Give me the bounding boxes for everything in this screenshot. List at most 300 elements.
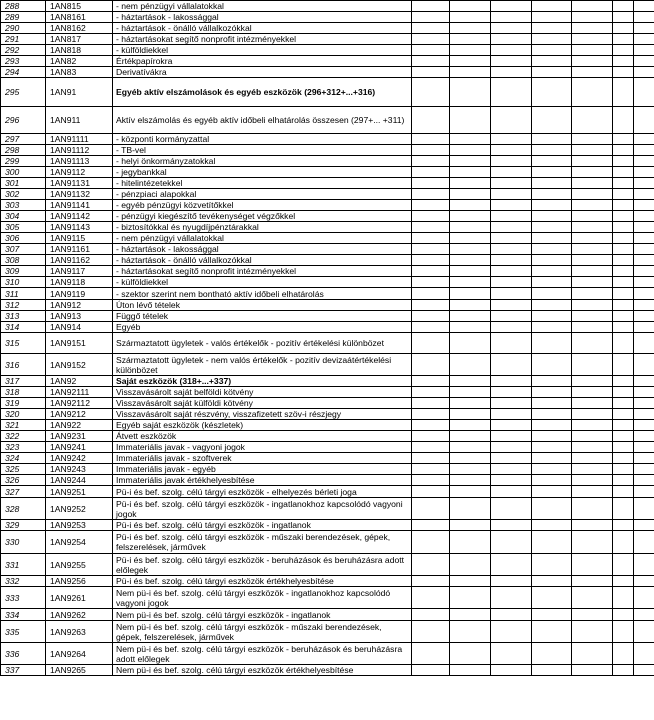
value-cell[interactable] bbox=[412, 398, 450, 409]
value-cell[interactable] bbox=[491, 554, 532, 576]
value-cell[interactable] bbox=[532, 200, 572, 211]
value-cell[interactable] bbox=[572, 643, 613, 665]
value-cell[interactable] bbox=[572, 200, 613, 211]
value-cell[interactable] bbox=[532, 189, 572, 200]
value-cell[interactable] bbox=[450, 420, 491, 431]
value-cell[interactable] bbox=[532, 621, 572, 643]
value-cell[interactable] bbox=[491, 376, 532, 387]
value-cell[interactable] bbox=[450, 288, 491, 300]
value-cell[interactable] bbox=[491, 244, 532, 255]
value-cell[interactable] bbox=[412, 475, 450, 486]
value-cell[interactable] bbox=[450, 442, 491, 453]
value-cell[interactable] bbox=[634, 211, 654, 222]
value-cell[interactable] bbox=[491, 398, 532, 409]
value-cell[interactable] bbox=[613, 322, 634, 333]
value-cell[interactable] bbox=[572, 222, 613, 233]
value-cell[interactable] bbox=[491, 167, 532, 178]
value-cell[interactable] bbox=[613, 311, 634, 322]
value-cell[interactable] bbox=[532, 587, 572, 609]
value-cell[interactable] bbox=[412, 56, 450, 67]
value-cell[interactable] bbox=[634, 409, 654, 420]
value-cell[interactable] bbox=[491, 266, 532, 277]
value-cell[interactable] bbox=[491, 211, 532, 222]
value-cell[interactable] bbox=[634, 587, 654, 609]
value-cell[interactable] bbox=[532, 464, 572, 475]
value-cell[interactable] bbox=[532, 244, 572, 255]
value-cell[interactable] bbox=[491, 12, 532, 23]
value-cell[interactable] bbox=[491, 420, 532, 431]
value-cell[interactable] bbox=[572, 475, 613, 486]
value-cell[interactable] bbox=[412, 107, 450, 134]
value-cell[interactable] bbox=[532, 67, 572, 78]
value-cell[interactable] bbox=[491, 178, 532, 189]
value-cell[interactable] bbox=[532, 222, 572, 233]
value-cell[interactable] bbox=[450, 431, 491, 442]
value-cell[interactable] bbox=[613, 288, 634, 300]
value-cell[interactable] bbox=[412, 178, 450, 189]
value-cell[interactable] bbox=[532, 398, 572, 409]
value-cell[interactable] bbox=[450, 398, 491, 409]
value-cell[interactable] bbox=[634, 56, 654, 67]
value-cell[interactable] bbox=[491, 498, 532, 520]
value-cell[interactable] bbox=[634, 376, 654, 387]
value-cell[interactable] bbox=[532, 420, 572, 431]
value-cell[interactable] bbox=[613, 409, 634, 420]
value-cell[interactable] bbox=[412, 311, 450, 322]
value-cell[interactable] bbox=[572, 45, 613, 56]
value-cell[interactable] bbox=[491, 300, 532, 311]
value-cell[interactable] bbox=[634, 200, 654, 211]
value-cell[interactable] bbox=[532, 1, 572, 12]
value-cell[interactable] bbox=[491, 277, 532, 288]
value-cell[interactable] bbox=[572, 464, 613, 475]
value-cell[interactable] bbox=[572, 134, 613, 145]
value-cell[interactable] bbox=[412, 387, 450, 398]
value-cell[interactable] bbox=[613, 464, 634, 475]
value-cell[interactable] bbox=[532, 23, 572, 34]
value-cell[interactable] bbox=[532, 266, 572, 277]
value-cell[interactable] bbox=[412, 453, 450, 464]
value-cell[interactable] bbox=[532, 78, 572, 107]
value-cell[interactable] bbox=[634, 34, 654, 45]
value-cell[interactable] bbox=[634, 178, 654, 189]
value-cell[interactable] bbox=[532, 387, 572, 398]
value-cell[interactable] bbox=[634, 398, 654, 409]
value-cell[interactable] bbox=[634, 300, 654, 311]
value-cell[interactable] bbox=[572, 244, 613, 255]
value-cell[interactable] bbox=[613, 178, 634, 189]
value-cell[interactable] bbox=[450, 12, 491, 23]
value-cell[interactable] bbox=[613, 643, 634, 665]
value-cell[interactable] bbox=[491, 442, 532, 453]
value-cell[interactable] bbox=[634, 486, 654, 498]
value-cell[interactable] bbox=[412, 621, 450, 643]
value-cell[interactable] bbox=[634, 333, 654, 354]
value-cell[interactable] bbox=[532, 178, 572, 189]
value-cell[interactable] bbox=[450, 376, 491, 387]
value-cell[interactable] bbox=[572, 189, 613, 200]
value-cell[interactable] bbox=[412, 189, 450, 200]
value-cell[interactable] bbox=[613, 442, 634, 453]
value-cell[interactable] bbox=[634, 453, 654, 464]
value-cell[interactable] bbox=[532, 255, 572, 266]
value-cell[interactable] bbox=[572, 609, 613, 621]
value-cell[interactable] bbox=[532, 288, 572, 300]
value-cell[interactable] bbox=[491, 145, 532, 156]
value-cell[interactable] bbox=[634, 464, 654, 475]
value-cell[interactable] bbox=[572, 453, 613, 464]
value-cell[interactable] bbox=[532, 520, 572, 531]
value-cell[interactable] bbox=[613, 78, 634, 107]
value-cell[interactable] bbox=[450, 23, 491, 34]
value-cell[interactable] bbox=[412, 643, 450, 665]
value-cell[interactable] bbox=[532, 12, 572, 23]
value-cell[interactable] bbox=[532, 376, 572, 387]
value-cell[interactable] bbox=[491, 486, 532, 498]
value-cell[interactable] bbox=[572, 266, 613, 277]
value-cell[interactable] bbox=[613, 67, 634, 78]
value-cell[interactable] bbox=[450, 134, 491, 145]
value-cell[interactable] bbox=[450, 486, 491, 498]
value-cell[interactable] bbox=[491, 189, 532, 200]
value-cell[interactable] bbox=[491, 1, 532, 12]
value-cell[interactable] bbox=[634, 322, 654, 333]
value-cell[interactable] bbox=[613, 300, 634, 311]
value-cell[interactable] bbox=[572, 354, 613, 376]
value-cell[interactable] bbox=[613, 12, 634, 23]
value-cell[interactable] bbox=[450, 255, 491, 266]
value-cell[interactable] bbox=[634, 233, 654, 244]
value-cell[interactable] bbox=[613, 189, 634, 200]
value-cell[interactable] bbox=[412, 464, 450, 475]
value-cell[interactable] bbox=[491, 200, 532, 211]
value-cell[interactable] bbox=[572, 67, 613, 78]
value-cell[interactable] bbox=[634, 442, 654, 453]
value-cell[interactable] bbox=[532, 431, 572, 442]
value-cell[interactable] bbox=[613, 134, 634, 145]
value-cell[interactable] bbox=[532, 576, 572, 587]
value-cell[interactable] bbox=[412, 255, 450, 266]
value-cell[interactable] bbox=[412, 222, 450, 233]
value-cell[interactable] bbox=[491, 609, 532, 621]
value-cell[interactable] bbox=[613, 56, 634, 67]
value-cell[interactable] bbox=[491, 333, 532, 354]
value-cell[interactable] bbox=[532, 311, 572, 322]
value-cell[interactable] bbox=[491, 322, 532, 333]
value-cell[interactable] bbox=[450, 222, 491, 233]
value-cell[interactable] bbox=[412, 420, 450, 431]
value-cell[interactable] bbox=[613, 107, 634, 134]
value-cell[interactable] bbox=[613, 1, 634, 12]
value-cell[interactable] bbox=[634, 266, 654, 277]
value-cell[interactable] bbox=[412, 333, 450, 354]
value-cell[interactable] bbox=[572, 398, 613, 409]
value-cell[interactable] bbox=[572, 587, 613, 609]
value-cell[interactable] bbox=[613, 420, 634, 431]
value-cell[interactable] bbox=[572, 107, 613, 134]
value-cell[interactable] bbox=[572, 255, 613, 266]
value-cell[interactable] bbox=[613, 609, 634, 621]
value-cell[interactable] bbox=[572, 288, 613, 300]
value-cell[interactable] bbox=[613, 167, 634, 178]
value-cell[interactable] bbox=[572, 156, 613, 167]
value-cell[interactable] bbox=[532, 354, 572, 376]
value-cell[interactable] bbox=[491, 431, 532, 442]
value-cell[interactable] bbox=[450, 621, 491, 643]
value-cell[interactable] bbox=[613, 34, 634, 45]
value-cell[interactable] bbox=[613, 211, 634, 222]
value-cell[interactable] bbox=[634, 67, 654, 78]
value-cell[interactable] bbox=[572, 145, 613, 156]
value-cell[interactable] bbox=[450, 576, 491, 587]
value-cell[interactable] bbox=[491, 288, 532, 300]
value-cell[interactable] bbox=[450, 354, 491, 376]
value-cell[interactable] bbox=[491, 134, 532, 145]
value-cell[interactable] bbox=[412, 409, 450, 420]
value-cell[interactable] bbox=[634, 23, 654, 34]
value-cell[interactable] bbox=[634, 576, 654, 587]
value-cell[interactable] bbox=[634, 134, 654, 145]
value-cell[interactable] bbox=[572, 621, 613, 643]
value-cell[interactable] bbox=[412, 156, 450, 167]
value-cell[interactable] bbox=[450, 587, 491, 609]
value-cell[interactable] bbox=[450, 200, 491, 211]
value-cell[interactable] bbox=[572, 420, 613, 431]
value-cell[interactable] bbox=[532, 156, 572, 167]
value-cell[interactable] bbox=[532, 107, 572, 134]
value-cell[interactable] bbox=[613, 554, 634, 576]
value-cell[interactable] bbox=[613, 266, 634, 277]
value-cell[interactable] bbox=[412, 23, 450, 34]
value-cell[interactable] bbox=[634, 498, 654, 520]
value-cell[interactable] bbox=[613, 576, 634, 587]
value-cell[interactable] bbox=[572, 554, 613, 576]
value-cell[interactable] bbox=[412, 665, 450, 676]
value-cell[interactable] bbox=[634, 311, 654, 322]
value-cell[interactable] bbox=[532, 665, 572, 676]
value-cell[interactable] bbox=[572, 211, 613, 222]
value-cell[interactable] bbox=[412, 211, 450, 222]
value-cell[interactable] bbox=[613, 498, 634, 520]
value-cell[interactable] bbox=[412, 12, 450, 23]
value-cell[interactable] bbox=[491, 387, 532, 398]
value-cell[interactable] bbox=[412, 442, 450, 453]
value-cell[interactable] bbox=[634, 244, 654, 255]
value-cell[interactable] bbox=[412, 609, 450, 621]
value-cell[interactable] bbox=[450, 78, 491, 107]
value-cell[interactable] bbox=[532, 56, 572, 67]
value-cell[interactable] bbox=[412, 322, 450, 333]
value-cell[interactable] bbox=[613, 23, 634, 34]
value-cell[interactable] bbox=[634, 431, 654, 442]
value-cell[interactable] bbox=[613, 665, 634, 676]
value-cell[interactable] bbox=[491, 621, 532, 643]
value-cell[interactable] bbox=[572, 311, 613, 322]
value-cell[interactable] bbox=[613, 486, 634, 498]
value-cell[interactable] bbox=[450, 300, 491, 311]
value-cell[interactable] bbox=[634, 387, 654, 398]
value-cell[interactable] bbox=[450, 520, 491, 531]
value-cell[interactable] bbox=[491, 255, 532, 266]
value-cell[interactable] bbox=[572, 300, 613, 311]
value-cell[interactable] bbox=[572, 167, 613, 178]
value-cell[interactable] bbox=[613, 255, 634, 266]
value-cell[interactable] bbox=[572, 576, 613, 587]
value-cell[interactable] bbox=[491, 587, 532, 609]
value-cell[interactable] bbox=[450, 453, 491, 464]
value-cell[interactable] bbox=[613, 398, 634, 409]
value-cell[interactable] bbox=[532, 475, 572, 486]
value-cell[interactable] bbox=[572, 409, 613, 420]
value-cell[interactable] bbox=[450, 1, 491, 12]
value-cell[interactable] bbox=[572, 376, 613, 387]
value-cell[interactable] bbox=[412, 300, 450, 311]
value-cell[interactable] bbox=[532, 322, 572, 333]
value-cell[interactable] bbox=[412, 431, 450, 442]
value-cell[interactable] bbox=[412, 498, 450, 520]
value-cell[interactable] bbox=[450, 233, 491, 244]
value-cell[interactable] bbox=[450, 498, 491, 520]
value-cell[interactable] bbox=[412, 134, 450, 145]
value-cell[interactable] bbox=[634, 531, 654, 554]
value-cell[interactable] bbox=[634, 45, 654, 56]
value-cell[interactable] bbox=[491, 643, 532, 665]
value-cell[interactable] bbox=[412, 1, 450, 12]
value-cell[interactable] bbox=[491, 311, 532, 322]
value-cell[interactable] bbox=[412, 354, 450, 376]
value-cell[interactable] bbox=[572, 1, 613, 12]
value-cell[interactable] bbox=[634, 145, 654, 156]
value-cell[interactable] bbox=[572, 531, 613, 554]
value-cell[interactable] bbox=[412, 78, 450, 107]
value-cell[interactable] bbox=[634, 107, 654, 134]
value-cell[interactable] bbox=[532, 333, 572, 354]
value-cell[interactable] bbox=[532, 442, 572, 453]
value-cell[interactable] bbox=[634, 156, 654, 167]
value-cell[interactable] bbox=[491, 23, 532, 34]
value-cell[interactable] bbox=[450, 311, 491, 322]
value-cell[interactable] bbox=[532, 45, 572, 56]
value-cell[interactable] bbox=[412, 376, 450, 387]
value-cell[interactable] bbox=[491, 464, 532, 475]
value-cell[interactable] bbox=[412, 167, 450, 178]
value-cell[interactable] bbox=[532, 300, 572, 311]
value-cell[interactable] bbox=[572, 333, 613, 354]
value-cell[interactable] bbox=[572, 520, 613, 531]
value-cell[interactable] bbox=[532, 211, 572, 222]
value-cell[interactable] bbox=[491, 409, 532, 420]
value-cell[interactable] bbox=[491, 107, 532, 134]
value-cell[interactable] bbox=[412, 67, 450, 78]
value-cell[interactable] bbox=[634, 255, 654, 266]
value-cell[interactable] bbox=[532, 145, 572, 156]
value-cell[interactable] bbox=[532, 609, 572, 621]
value-cell[interactable] bbox=[412, 266, 450, 277]
value-cell[interactable] bbox=[634, 643, 654, 665]
value-cell[interactable] bbox=[634, 420, 654, 431]
value-cell[interactable] bbox=[572, 56, 613, 67]
value-cell[interactable] bbox=[491, 576, 532, 587]
value-cell[interactable] bbox=[613, 531, 634, 554]
value-cell[interactable] bbox=[412, 200, 450, 211]
value-cell[interactable] bbox=[491, 56, 532, 67]
value-cell[interactable] bbox=[450, 409, 491, 420]
value-cell[interactable] bbox=[613, 277, 634, 288]
value-cell[interactable] bbox=[532, 643, 572, 665]
value-cell[interactable] bbox=[634, 520, 654, 531]
value-cell[interactable] bbox=[450, 178, 491, 189]
value-cell[interactable] bbox=[613, 233, 634, 244]
value-cell[interactable] bbox=[491, 520, 532, 531]
value-cell[interactable] bbox=[634, 1, 654, 12]
value-cell[interactable] bbox=[450, 34, 491, 45]
value-cell[interactable] bbox=[491, 34, 532, 45]
value-cell[interactable] bbox=[613, 475, 634, 486]
value-cell[interactable] bbox=[572, 34, 613, 45]
value-cell[interactable] bbox=[572, 233, 613, 244]
value-cell[interactable] bbox=[572, 486, 613, 498]
value-cell[interactable] bbox=[491, 67, 532, 78]
value-cell[interactable] bbox=[613, 333, 634, 354]
value-cell[interactable] bbox=[491, 665, 532, 676]
value-cell[interactable] bbox=[450, 531, 491, 554]
value-cell[interactable] bbox=[491, 475, 532, 486]
value-cell[interactable] bbox=[450, 665, 491, 676]
value-cell[interactable] bbox=[634, 12, 654, 23]
value-cell[interactable] bbox=[532, 277, 572, 288]
value-cell[interactable] bbox=[491, 78, 532, 107]
value-cell[interactable] bbox=[532, 34, 572, 45]
value-cell[interactable] bbox=[634, 609, 654, 621]
value-cell[interactable] bbox=[572, 78, 613, 107]
value-cell[interactable] bbox=[491, 222, 532, 233]
value-cell[interactable] bbox=[450, 387, 491, 398]
value-cell[interactable] bbox=[532, 554, 572, 576]
value-cell[interactable] bbox=[613, 376, 634, 387]
value-cell[interactable] bbox=[412, 520, 450, 531]
value-cell[interactable] bbox=[572, 322, 613, 333]
value-cell[interactable] bbox=[634, 354, 654, 376]
value-cell[interactable] bbox=[634, 78, 654, 107]
value-cell[interactable] bbox=[412, 531, 450, 554]
value-cell[interactable] bbox=[532, 409, 572, 420]
value-cell[interactable] bbox=[532, 167, 572, 178]
value-cell[interactable] bbox=[613, 453, 634, 464]
value-cell[interactable] bbox=[450, 475, 491, 486]
value-cell[interactable] bbox=[613, 431, 634, 442]
value-cell[interactable] bbox=[491, 156, 532, 167]
value-cell[interactable] bbox=[613, 200, 634, 211]
value-cell[interactable] bbox=[412, 145, 450, 156]
value-cell[interactable] bbox=[634, 554, 654, 576]
value-cell[interactable] bbox=[634, 475, 654, 486]
value-cell[interactable] bbox=[532, 498, 572, 520]
value-cell[interactable] bbox=[491, 531, 532, 554]
value-cell[interactable] bbox=[412, 45, 450, 56]
value-cell[interactable] bbox=[572, 12, 613, 23]
value-cell[interactable] bbox=[450, 244, 491, 255]
value-cell[interactable] bbox=[412, 587, 450, 609]
value-cell[interactable] bbox=[613, 244, 634, 255]
value-cell[interactable] bbox=[412, 34, 450, 45]
value-cell[interactable] bbox=[450, 167, 491, 178]
value-cell[interactable] bbox=[613, 621, 634, 643]
value-cell[interactable] bbox=[412, 277, 450, 288]
value-cell[interactable] bbox=[450, 266, 491, 277]
value-cell[interactable] bbox=[450, 322, 491, 333]
value-cell[interactable] bbox=[613, 520, 634, 531]
value-cell[interactable] bbox=[450, 464, 491, 475]
